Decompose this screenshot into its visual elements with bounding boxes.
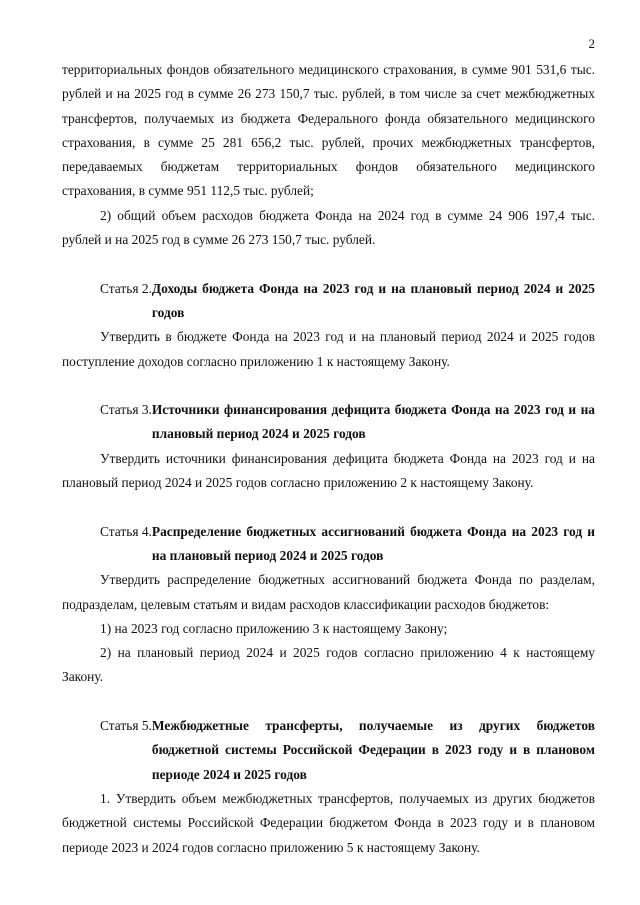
document-body (62, 58, 595, 860)
article-heading (62, 277, 595, 326)
paragraph: Утвердить распределение бюджетных ассигнований бюджета Фонда по разделам, подразделам, целевым статьям и видам расходов классификации расходов бюджетов: (62, 572, 595, 612)
article-title: Межбюджетные трансферты, получаемые из других бюджетов бюджетной системы Российской Федерации в 2023 году и в плановом периоде 2024 и 2025 годов (151, 718, 595, 782)
article-number: Статья 4. (100, 523, 152, 539)
paragraph: 1. Утвердить объем межбюджетных трансфертов, получаемых из других бюджетов бюджетной системы Российской Федерации бюджетом Фонда в 2023 году и в плановом периоде 2023 и 2024 годов согласно приложению 5 к настоящему Закону. (62, 790, 595, 855)
paragraph: 2) общий объем расходов бюджета Фонда на 2024 год в сумме 24 906 197,4 тыс. рублей и на 2025 год в сумме 26 273 150,7 тыс. рублей. (62, 207, 595, 248)
article-number: Статья 5. (100, 718, 152, 734)
article-heading (62, 714, 595, 787)
article-heading (62, 398, 595, 447)
paragraph: 1) на 2023 год согласно приложению 3 к настоящему Закону; (100, 620, 448, 636)
paragraph: территориальных фондов обязательного медицинского страхования, в сумме 901 531,6 тыс. рублей и на 2025 год в сумме 26 273 150,7 тыс. рублей, в том числе за счет межбюджетных трансфертов, получаемых из бюджета Федерального фонда обязательного медицинского страхования, в сумме 25 281 656,2 тыс. рублей, прочих межбюджетных трансфертов, передаваемых бюджетам территориальных фондов обязательного медицинского страхования, в сумме 951 112,5 тыс. рублей; (62, 62, 595, 199)
paragraph: Утвердить источники финансирования дефицита бюджета Фонда на 2023 год и на плановый период 2024 и 2025 годов согласно приложению 2 к настоящему Закону. (62, 450, 595, 491)
article-number: Статья 2. (100, 280, 152, 296)
article-heading (62, 520, 595, 569)
paragraph: Утвердить в бюджете Фонда на 2023 год и на плановый период 2024 и 2025 годов поступление доходов согласно приложению 1 к настоящему Закону. (62, 329, 595, 369)
article-title: Распределение бюджетных ассигнований бюджета Фонда на 2023 год и на плановый период 2024 и 2025 годов (151, 523, 595, 563)
paragraph: 2) на плановый период 2024 и 2025 годов согласно приложению 4 к настоящему Закону. (62, 645, 595, 685)
article-number: Статья 3. (100, 402, 152, 418)
page-number: 2 (588, 36, 595, 51)
article-title: Доходы бюджета Фонда на 2023 год и на плановый период 2024 и 2025 годов (151, 280, 595, 320)
article-title: Источники финансирования дефицита бюджета Фонда на 2023 год и на плановый период 2024 и 2025 годов (151, 402, 595, 442)
